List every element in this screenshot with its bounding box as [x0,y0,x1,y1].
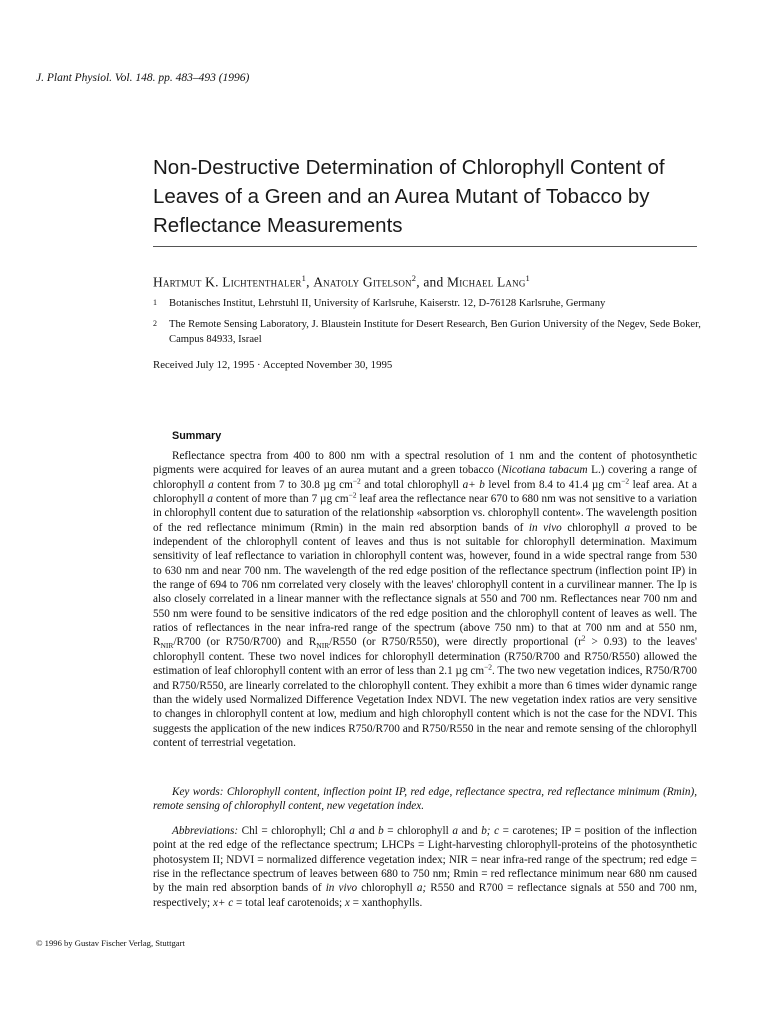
received-dates: Received July 12, 1995 · Accepted November 30, 1995 [153,359,393,371]
author-affil-mark: 2 [411,273,417,283]
abbreviations-label: Abbreviations: [172,825,239,837]
paper-title: Non-Destructive Determination of Chlorophyll Content of Leaves of a Green and an Aurea Mutant of Tobacco by Reflectance Measurements [153,156,665,237]
author-name: Hartmut K. Lichtenthaler [153,274,302,290]
affiliation-number: 2 [153,319,157,328]
author-separator: , [306,274,314,290]
journal-reference: J. Plant Physiol. Vol. 148. pp. 483–493 (1996) [36,72,250,84]
keywords-text: Chlorophyll content, inflection point IP, red edge, reflectance spectra, red reflectance minimum (Rmin), remote sensing of chlorophyll content, new vegetation index. [153,786,697,813]
author-separator: , and [416,274,448,290]
summary-heading: Summary [172,430,222,442]
affiliation [153,297,713,312]
author-list [153,273,530,291]
affiliation-text: The Remote Sensing Laboratory, J. Blaustein Institute for Desert Research, Ben Gurion University of the Negev, Sede Boker, Campus 84933, Israel [169,319,701,345]
author-name: Anatoly Gitelson [313,274,412,290]
keywords-paragraph [153,785,697,814]
abbreviations-paragraph: Abbreviations: Chl = chlorophyll; Chl a and b = chlorophyll a and b; c = carotenes; IP = position of the inflection point at the red edge of the reflectance spectrum; LHCPs = Light-harvesting chlorophyll-proteins of the photosynthetic photosystem II; NDVI = normalized difference vegetation index; NIR = near infra-red range of the spectrum; red edge = rise in the reflectance spectrum of leaves between 680 to 750 nm; Rmin = red reflectance minimum near 680 nm caused by the main red absorption bands of in vivo chlorophyll a; R550 and R700 = reflectance signals at 550 and 700 nm, respectively; x+ c = total leaf carotenoids; x = xanthophylls. [153,825,697,909]
keywords-label: Key words: [172,786,224,798]
affiliation-number: 1 [153,298,157,307]
affiliation [153,318,713,347]
affiliation-text: Botanisches Institut, Lehrstuhl II, University of Karlsruhe, Kaiserstr. 12, D-76128 Karlsruhe, Germany [169,298,606,309]
author-affil-mark: 1 [301,273,307,283]
title-divider [153,246,697,247]
summary-paragraph: Reflectance spectra from 400 to 800 nm with a spectral resolution of 1 nm and the content of photosynthetic pigments were acquired for leaves of an aurea mutant and a green tobacco (Nicotiana tabacum L.) covering a range of chlorophyll a content from 7 to 30.8 µg $cm^{-2}$ and total chlorophyll a+ b level from 8.4 to 41.4 µg $cm^{-2}$ leaf area. At a chlorophyll a content of more than 7 µg $cm^{-2}$ leaf area the reflectance near 670 to 680 nm was not sensitive to a variation in chlorophyll content due to saturation of the relationship «absorption vs. chlorophyll content». The wavelength position of the red reflectance minimum (Rmin) in the main red absorption bands of in vivo chlorophyll a proved to be independent of the chlorophyll content of leaves and thus is not suitable for chlorophyll determination. Maximum sensitivity of leaf reflectance to variation in chlorophyll content was, however, found in a wide spectral range from 530 to 630 nm and near 700 nm. The wavelength of the red edge position of the reflectance spectrum (inflection point IP) in the range of 694 to 706 nm correlated very closely with the leaves' chlorophyll content in a curvilinear manner. The Ip is also closely correlated in a linear manner with the reflectance signals at 550 and 700 nm. Reflectances near 700 nm and 550 nm were found to be sensitive indicators of the red edge position and the chlorophyll content of leaves as well. The ratios of reflectances in the near infra-red range of the spectrum (above 750 nm) to that at 700 nm and at 550 nm, $R_{NIR}/R700$ (or R750/R700) and $R_{NIR}/R550$ (or R750/R550), were directly proportional $(r^2 > 0.93)$ to the leaves' chlorophyll content. These two novel indices for chlorophyll determination (R750/R700 and R750/R550) allowed the estimation of leaf chlorophyll content with an error of less than 2.1 µg $cm^{-2}$. The two new vegetation indices, R750/R700 and R750/R550, are linearly correlated to the chlorophyll content. They exhibit a more than 6 times wider dynamic range than the widely used Normalized Difference Vegetation Index NDVI. The new vegetation index ratios are very sensitive to changes in chlorophyll content at low, medium and high chlorophyll content which is not the case for the NDVI. This suggests the application of the new indices R750/R700 and R750/R550 in the near and remote sensing of the chlorophyll content of terrestrial vegetation. [153,450,698,749]
author-affil-mark: 1 [525,273,530,283]
copyright-notice: © 1996 by Gustav Fischer Verlag, Stuttgart [36,938,185,948]
author-name: Michael Lang [447,274,526,290]
